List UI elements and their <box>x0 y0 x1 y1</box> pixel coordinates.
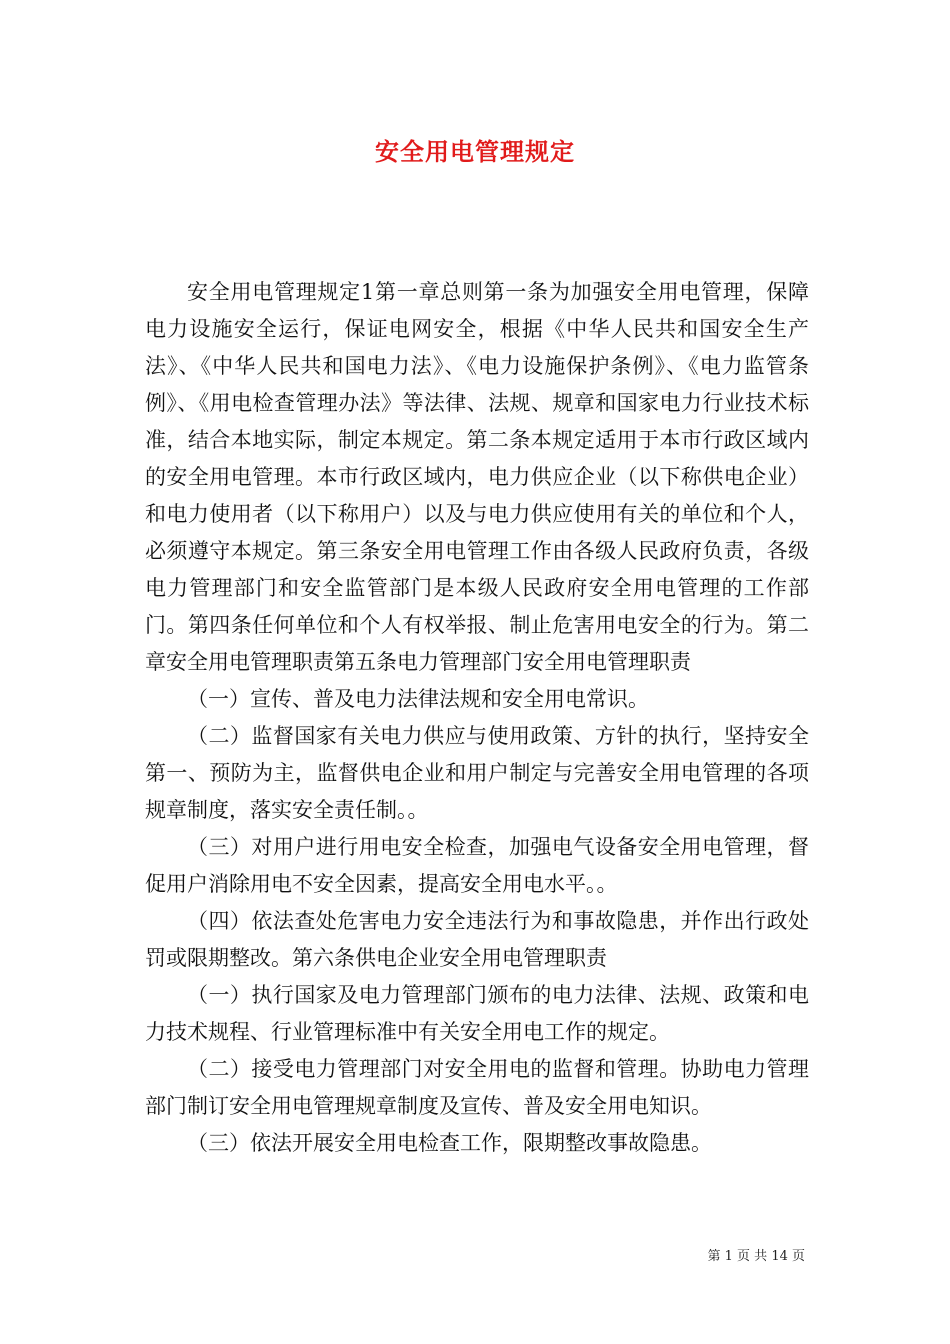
document-body <box>145 274 809 1162</box>
paragraph-5: （四）依法查处危害电力安全违法行为和事故隐患，并作出行政处罚或限期整改。第六条供电企业安全用电管理职责 <box>145 909 809 970</box>
document-title: 安全用电管理规定 <box>375 137 575 166</box>
paragraph-4: （三）对用户进行用电安全检查，加强电气设备安全用电管理，督促用户消除用电不安全因素，提高安全用电水平。。 <box>145 835 809 896</box>
paragraph-3: （二）监督国家有关电力供应与使用政策、方针的执行，坚持安全第一、预防为主，监督供电企业和用户制定与完善安全用电管理的各项规章制度，落实安全责任制。。 <box>145 724 809 822</box>
paragraph-1: 安全用电管理规定1第一章总则第一条为加强安全用电管理，保障电力设施安全运行，保证电网安全，根据《中华人民共和国安全生产法》、《中华人民共和国电力法》、《电力设施保护条例》、《电力监管条例》、《用电检查管理办法》等法律、法规、规章和国家电力行业技术标准，结合本地实际，制定本规定。第二条本规定适用于本市行政区域内的安全用电管理。本市行政区域内，电力供应企业（以下称供电企业）和电力使用者（以下称用户）以及与电力供应使用有关的单位和个人，必须遵守本规定。第三条安全用电管理工作由各级人民政府负责，各级电力管理部门和安全监管部门是本级人民政府安全用电管理的工作部门。第四条任何单位和个人有权举报、制止危害用电安全的行为。第二章安全用电管理职责第五条电力管理部门安全用电管理职责 <box>145 280 809 674</box>
paragraph-7: （二）接受电力管理部门对安全用电的监督和管理。协助电力管理部门制订安全用电管理规章制度及宣传、普及安全用电知识。 <box>145 1057 809 1118</box>
paragraph-8: （三）依法开展安全用电检查工作，限期整改事故隐患。 <box>187 1131 712 1155</box>
page-number-footer: 第 1 页 共 14 页 <box>707 1249 805 1264</box>
paragraph-6: （一）执行国家及电力管理部门颁布的电力法律、法规、政策和电力技术规程、行业管理标准中有关安全用电工作的规定。 <box>145 983 809 1044</box>
paragraph-2: （一）宣传、普及电力法律法规和安全用电常识。 <box>187 687 649 711</box>
